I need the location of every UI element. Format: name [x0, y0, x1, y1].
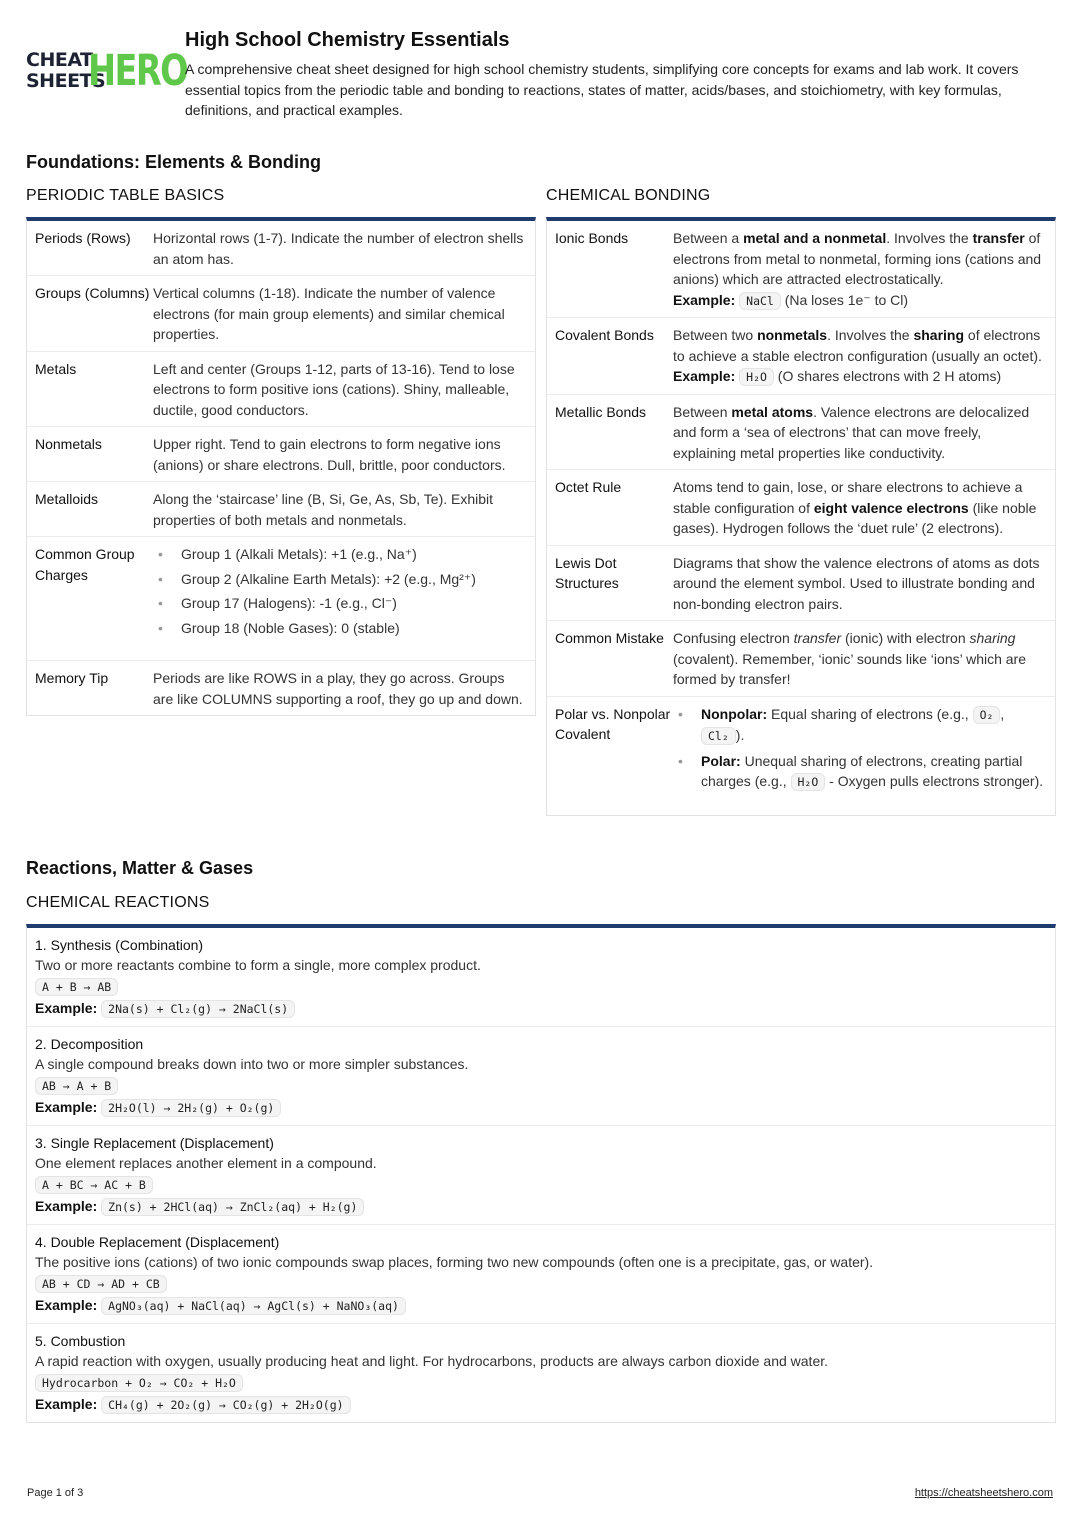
table-row — [27, 537, 535, 661]
term-label: Common Mistake — [555, 630, 664, 646]
table-row — [547, 621, 1055, 697]
list-item: 5. Combustion A rapid reaction with oxygen, usually producing heat and light. For hydrocarbons, products are always carbon dioxide and water. Hydrocarbon + O₂ → CO₂ + H₂O Example: CH₄(g) + 2O₂(g) → CO₂(g) + 2H₂O(g) — [27, 1324, 1055, 1422]
general-formula: A + B → AB — [35, 978, 118, 996]
page-title: High School Chemistry Essentials — [185, 29, 510, 51]
reaction-name: 5. Combustion — [35, 1333, 126, 1349]
general-formula: AB + CD → AD + CB — [35, 1275, 167, 1293]
term-label: Covalent Bonds — [555, 327, 654, 343]
term-definition: Confusing electron transfer (ionic) with electron sharing (covalent). Remember, ‘ionic’ sounds like ‘ions’ which are formed by transfer! — [673, 630, 1027, 687]
table-row — [547, 470, 1055, 546]
example-formula: 2H₂O(l) → 2H₂(g) + O₂(g) — [101, 1099, 281, 1117]
term-definition — [673, 704, 1047, 797]
term-definition: Between metal atoms. Valence electrons are delocalized and form a ‘sea of electrons’ that can move freely, explaining metal properties like conductivity. — [673, 403, 1030, 461]
cheatsheetshero-logo[interactable] — [26, 46, 188, 96]
list-item: • Group 2 (Alkaline Earth Metals): +2 (e.g., Mg²⁺) — [153, 569, 527, 590]
charges-list — [153, 544, 527, 638]
formula-code: H₂O — [791, 773, 826, 791]
table-row — [27, 221, 535, 276]
table-row — [547, 395, 1055, 471]
periodic-table-title: PERIODIC TABLE BASICS — [26, 187, 225, 204]
polar-list — [673, 704, 1047, 793]
term-label: Polar vs. Nonpolar Covalent — [555, 705, 671, 742]
reaction-description: The positive ions (cations) of two ionic compounds swap places, forming two new compounds (often one is a precipitate, gas, or water). — [35, 1254, 874, 1270]
term-label: Groups (Columns) — [35, 285, 150, 301]
term-definition: Between a metal and a nonmetal. Involves the transfer of electrons from metal to nonmetal, forming ions (cations and anions) which are attracted electrostatically. Example: NaCl (Na loses 1e⁻ to Cl) — [673, 230, 1042, 308]
table-row — [547, 221, 1055, 318]
reaction-name: 3. Single Replacement (Displacement) — [35, 1135, 274, 1151]
term-label: Memory Tip — [35, 670, 109, 686]
term-label: Periods (Rows) — [35, 230, 131, 246]
term-label: Lewis Dot Structures — [555, 554, 619, 591]
term-definition: Left and center (Groups 1-12, parts of 13-16). Tend to lose electrons to form positive ions (cations). Shiny, malleable, ductile, good conductors. — [153, 360, 515, 418]
table-row — [27, 352, 535, 428]
formula-code: H₂O — [739, 368, 774, 386]
list-item: • Group 18 (Noble Gases): 0 (stable) — [153, 618, 527, 639]
term-definition: Along the ‘staircase’ line (B, Si, Ge, As, Sb, Te). Exhibit properties of both metals and nonmetals. — [153, 491, 494, 528]
chemical-bonding-card — [546, 217, 1056, 816]
list-item: 3. Single Replacement (Displacement) One element replaces another element in a compound. A + BC → AC + B Example: Zn(s) + 2HCl(aq) → ZnCl₂(aq) + H₂(g) — [27, 1126, 1055, 1225]
table-row — [27, 661, 535, 715]
term-label: Metalloids — [35, 491, 99, 507]
reaction-name: 2. Decomposition — [35, 1036, 144, 1052]
chemical-reactions-card — [26, 924, 1056, 1423]
term-definition: Upper right. Tend to gain electrons to form negative ions (anions) or share electrons. Dull, brittle, poor conductors. — [153, 436, 506, 473]
page-number: Page 1 of 3 — [27, 1487, 84, 1499]
reaction-description: Two or more reactants combine to form a single, more complex product. — [35, 957, 481, 973]
reaction-description: A rapid reaction with oxygen, usually producing heat and light. For hydrocarbons, products are always carbon dioxide and water. — [35, 1353, 829, 1369]
term-definition: Horizontal rows (1-7). Indicate the number of electron shells an atom has. — [153, 230, 524, 267]
term-label: Ionic Bonds — [555, 230, 629, 246]
reaction-name: 4. Double Replacement (Displacement) — [35, 1234, 280, 1250]
reaction-name: 1. Synthesis (Combination) — [35, 937, 204, 953]
periodic-table-card — [26, 217, 536, 716]
formula-code: O₂ — [973, 706, 1001, 724]
page-description: A comprehensive cheat sheet designed for high school chemistry students, simplifying core concepts for exams and lab work. It covers essential topics from the periodic table and bonding to reactions, states of matter, acids/bases, and stoichiometry, with key formulas, definitions, and practical examples. — [185, 61, 1019, 118]
table-row — [547, 318, 1055, 395]
list-item: • Group 1 (Alkali Metals): +1 (e.g., Na⁺) — [153, 544, 527, 565]
table-row — [27, 427, 535, 482]
term-definition: Diagrams that show the valence electrons of atoms as dots around the element symbol. Used to illustrate bonding and non-bonding electron pairs. — [673, 554, 1040, 612]
logo-hero: HERO — [88, 46, 188, 96]
chemical-bonding-title: CHEMICAL BONDING — [546, 187, 711, 204]
list-item: • Polar: Unequal sharing of electrons, creating partial charges (e.g., H₂O - Oxygen pulls electrons stronger). — [673, 751, 1047, 793]
example-formula: AgNO₃(aq) + NaCl(aq) → AgCl(s) + NaNO₃(aq) — [101, 1297, 406, 1315]
term-label: Octet Rule — [555, 479, 622, 495]
term-label: Common Group Charges — [35, 546, 135, 583]
term-definition: Vertical columns (1-18). Indicate the number of valence electrons (for main group elements) and similar chemical properties. — [153, 285, 505, 342]
list-item: • Nonpolar: Equal sharing of electrons (e.g., O₂ , Cl₂ ). — [673, 704, 1047, 747]
term-label: Metallic Bonds — [555, 403, 647, 420]
table-row — [547, 546, 1055, 622]
general-formula: A + BC → AC + B — [35, 1176, 153, 1194]
term-definition: Between two nonmetals. Involves the sharing of electrons to achieve a stable electron configuration (usually an octet). Example: H₂O (O shares electrons with 2 H atoms) — [673, 327, 1042, 384]
chemical-reactions-title: CHEMICAL REACTIONS — [26, 894, 210, 911]
site-link[interactable]: https://cheatsheetshero.com — [914, 1487, 1053, 1499]
table-row — [27, 276, 535, 352]
reaction-description: One element replaces another element in a compound. — [35, 1155, 377, 1171]
list-item: • Group 17 (Halogens): -1 (e.g., Cl⁻) — [153, 593, 527, 614]
formula-code: NaCl — [739, 292, 781, 310]
reaction-description: A single compound breaks down into two or more simpler substances. — [35, 1056, 469, 1072]
list-item: 4. Double Replacement (Displacement) The positive ions (cations) of two ionic compounds swap places, forming two new compounds (often one is a precipitate, gas, or water). AB + CD → AD + CB Example: AgNO₃(aq) + NaCl(aq) → AgCl(s) + NaNO₃(aq) — [27, 1225, 1055, 1324]
example-formula: CH₄(g) + 2O₂(g) → CO₂(g) + 2H₂O(g) — [101, 1396, 350, 1414]
general-formula: AB → A + B — [35, 1077, 118, 1095]
table-row — [547, 697, 1055, 815]
header — [26, 28, 1056, 118]
example-formula: 2Na(s) + Cl₂(g) → 2NaCl(s) — [101, 1000, 295, 1018]
example-formula: Zn(s) + 2HCl(aq) → ZnCl₂(aq) + H₂(g) — [101, 1198, 364, 1216]
term-label: Metals — [35, 360, 77, 377]
formula-code: Cl₂ — [701, 727, 736, 745]
term-definition — [153, 544, 527, 642]
table-row — [27, 482, 535, 537]
term-definition: Atoms tend to gain, lose, or share electrons to achieve a stable configuration of eight valence electrons (like noble gases). Hydrogen follows the ‘duet rule’ (2 electrons). — [673, 479, 1037, 536]
section-title-reactions: Reactions, Matter & Gases — [26, 858, 254, 878]
term-definition: Periods are like ROWS in a play, they go across. Groups are like COLUMNS supporting a roof, they go up and down. — [153, 670, 523, 707]
general-formula: Hydrocarbon + O₂ → CO₂ + H₂O — [35, 1374, 243, 1392]
section-title-foundations: Foundations: Elements & Bonding — [26, 152, 321, 172]
list-item: 1. Synthesis (Combination) Two or more reactants combine to form a single, more complex product. A + B → AB Example: 2Na(s) + Cl₂(g) → 2NaCl(s) — [27, 928, 1055, 1027]
list-item: 2. Decomposition A single compound breaks down into two or more simpler substances. AB → A + B Example: 2H₂O(l) → 2H₂(g) + O₂(g) — [27, 1027, 1055, 1126]
term-label: Nonmetals — [35, 436, 102, 452]
logo-text: CHEAT SHEETS — [26, 49, 106, 92]
